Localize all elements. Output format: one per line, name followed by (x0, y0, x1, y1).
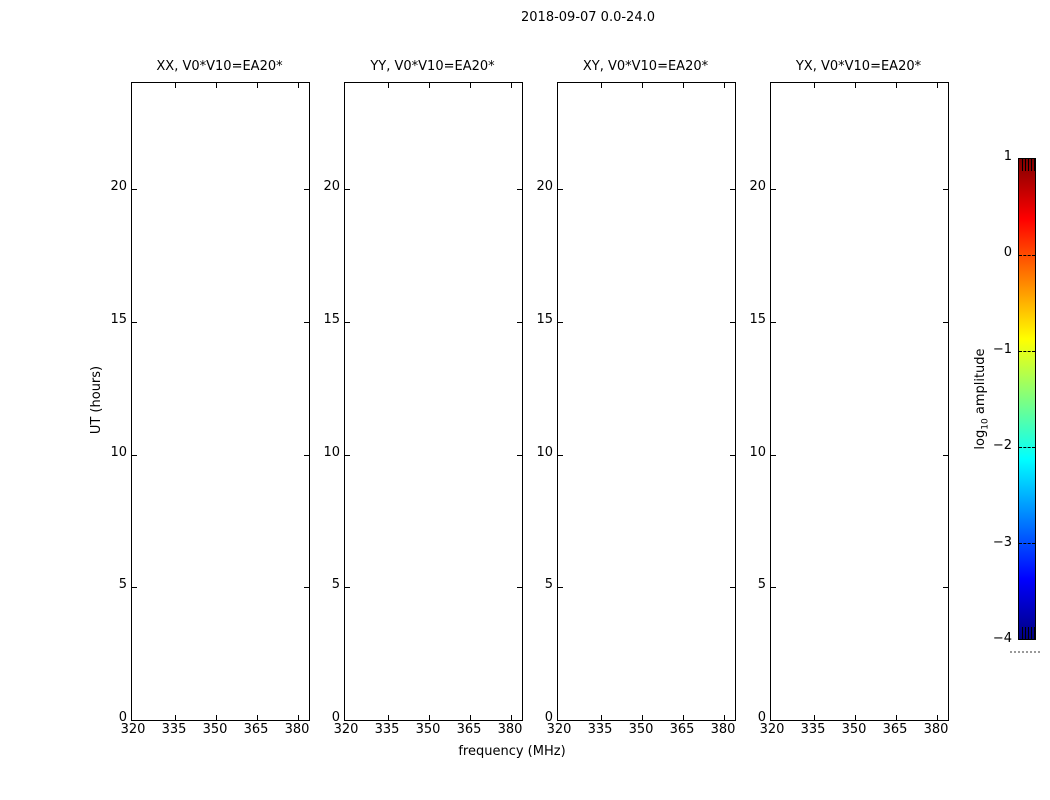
y-tick-label: 15 (536, 312, 553, 327)
x-tick-label: 350 (202, 722, 228, 737)
x-tick-label: 365 (456, 722, 482, 737)
x-tick-label: 380 (284, 722, 310, 737)
colorbar-label (973, 329, 989, 469)
y-axis-label: UT (hours) (89, 365, 104, 435)
colorbar-tick-label: 1 (1003, 149, 1012, 164)
x-tick-label: 365 (669, 722, 695, 737)
colorbar-label-prefix: log (973, 429, 988, 450)
y-tick-label: 20 (110, 179, 127, 194)
panel-title-xy: XY, V0*V10=EA20* (582, 59, 709, 74)
x-tick-label: 335 (161, 722, 187, 737)
y-tick-label: 0 (757, 710, 766, 725)
panel-title-yx: YX, V0*V10=EA20* (795, 59, 922, 74)
x-tick-label: 320 (333, 722, 359, 737)
x-tick-label: 335 (800, 722, 826, 737)
y-tick-label: 15 (110, 312, 127, 327)
panel-title-xx: XX, V0*V10=EA20* (156, 59, 283, 74)
y-tick-label: 0 (118, 710, 127, 725)
panel-xx (131, 82, 310, 721)
y-tick-label: 5 (757, 577, 766, 592)
colorbar-tick-label: −3 (992, 535, 1012, 550)
y-tick-label: 0 (331, 710, 340, 725)
colorbar-tick-mark (1019, 255, 1035, 256)
x-tick-label: 365 (243, 722, 269, 737)
panel-title-yy: YY, V0*V10=EA20* (370, 59, 495, 74)
colorbar-dotted-baseline (1010, 651, 1040, 653)
colorbar (1018, 158, 1036, 640)
x-tick-label: 335 (374, 722, 400, 737)
y-tick-label: 10 (749, 445, 766, 460)
x-tick-label: 320 (759, 722, 785, 737)
colorbar-tick-mark (1019, 351, 1035, 352)
colorbar-label-subscript: 10 (980, 418, 991, 430)
x-tick-label: 365 (882, 722, 908, 737)
colorbar-top-rug-marks (1019, 159, 1035, 171)
x-tick-label: 380 (923, 722, 949, 737)
y-tick-label: 15 (749, 312, 766, 327)
panel-yx (770, 82, 949, 721)
x-tick-label: 320 (120, 722, 146, 737)
panel-xy (557, 82, 736, 721)
colorbar-tick-label: 0 (1003, 245, 1012, 260)
y-tick-label: 20 (749, 179, 766, 194)
figure-title: 2018-09-07 0.0-24.0 (521, 10, 655, 25)
x-tick-label: 350 (841, 722, 867, 737)
colorbar-label-suffix: amplitude (973, 348, 988, 419)
y-tick-label: 20 (323, 179, 340, 194)
x-tick-label: 380 (497, 722, 523, 737)
x-tick-label: 320 (546, 722, 572, 737)
y-tick-label: 5 (331, 577, 340, 592)
colorbar-tick-label: −2 (992, 438, 1012, 453)
x-axis-label: frequency (MHz) (458, 744, 566, 759)
colorbar-tick-mark (1019, 543, 1035, 544)
x-tick-label: 335 (587, 722, 613, 737)
x-tick-label: 350 (415, 722, 441, 737)
y-tick-label: 15 (323, 312, 340, 327)
y-tick-label: 10 (323, 445, 340, 460)
colorbar-tick-label: −4 (992, 631, 1012, 646)
colorbar-bottom-rug-marks (1019, 627, 1035, 639)
y-tick-label: 10 (536, 445, 553, 460)
x-tick-label: 350 (628, 722, 654, 737)
y-tick-label: 5 (118, 577, 127, 592)
colorbar-tick-label: −1 (992, 342, 1012, 357)
y-tick-label: 0 (544, 710, 553, 725)
y-tick-label: 10 (110, 445, 127, 460)
x-tick-label: 380 (710, 722, 736, 737)
panel-yy (344, 82, 523, 721)
y-tick-label: 5 (544, 577, 553, 592)
y-tick-label: 20 (536, 179, 553, 194)
colorbar-tick-mark (1019, 447, 1035, 448)
